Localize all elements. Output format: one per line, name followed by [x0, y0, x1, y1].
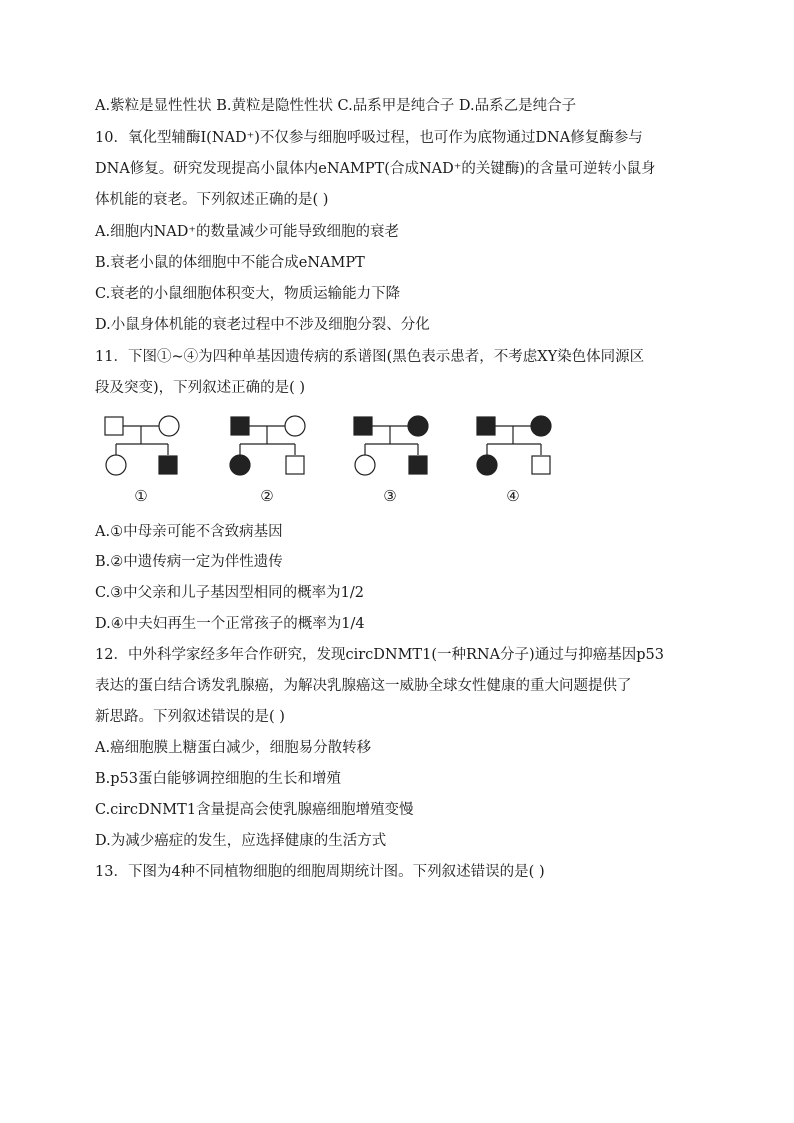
pedigree-1 — [105, 416, 179, 475]
pedigree-1-mother — [159, 416, 179, 436]
q10-stem-line1: 10．氧化型辅酶Ⅰ(NAD⁺)不仅参与细胞呼吸过程，也可作为底物通过DNA修复酶参与 — [95, 130, 643, 146]
q12-option-d: D.为减少癌症的发生，应选择健康的生活方式 — [95, 833, 387, 849]
pedigree-2-label: ② — [260, 487, 274, 505]
pedigree-2-father — [231, 417, 249, 435]
pedigree-2-mother — [285, 416, 305, 436]
q10-stem-line2: DNA修复。研究发现提高小鼠体内eNAMPT(合成NAD⁺的关键酶)的含量可逆转小鼠身 — [95, 161, 656, 177]
q12-stem-line1: 12．中外科学家经多年合作研究，发现circDNMT1(一种RNA分子)通过与抑癌基因p53 — [95, 647, 664, 663]
q12-stem-line2: 表达的蛋白结合诱发乳腺癌，为解决乳腺癌这一威胁全球女性健康的重大问题提供了 — [95, 678, 632, 694]
pedigree-4-father — [477, 417, 495, 435]
q11-option-c: C.③中父亲和儿子基因型相同的概率为1/2 — [95, 585, 365, 601]
q12-option-b: B.p53蛋白能够调控细胞的生长和增殖 — [95, 771, 341, 787]
pedigree-4-label: ④ — [506, 487, 520, 505]
pedigree-4 — [477, 416, 551, 475]
q10-option-b: B.衰老小鼠的体细胞中不能合成eNAMPT — [95, 255, 365, 271]
pedigree-2 — [230, 416, 305, 475]
q13-stem: 13．下图为4种不同植物细胞的细胞周期统计图。下列叙述错误的是( ) — [95, 864, 545, 880]
pedigree-3-son — [409, 456, 427, 474]
pedigree-4-mother — [531, 416, 551, 436]
pedigree-figure — [95, 408, 565, 508]
q10-stem-line3: 体机能的衰老。下列叙述正确的是( ) — [95, 192, 329, 208]
pedigree-3-daughter — [355, 455, 375, 475]
pedigree-2-son — [286, 456, 304, 474]
pedigree-1-daughter — [106, 455, 126, 475]
q12-stem-line3: 新思路。下列叙述错误的是( ) — [95, 709, 285, 725]
pedigree-3-mother — [408, 416, 428, 436]
pedigree-1-label: ① — [134, 487, 148, 505]
pedigree-4-daughter — [477, 455, 497, 475]
q11-stem-line1: 11．下图①~④为四种单基因遗传病的系谱图(黑色表示患者，不考虑XY染色体同源区 — [95, 349, 645, 365]
q10-option-a: A.细胞内NAD⁺的数量减少可能导致细胞的衰老 — [95, 224, 400, 240]
pedigree-3-father — [354, 417, 372, 435]
pedigree-2-daughter — [230, 455, 250, 475]
q12-option-a: A.癌细胞膜上糖蛋白减少，细胞易分散转移 — [95, 740, 372, 756]
pedigree-4-son — [532, 456, 550, 474]
q10-option-c: C.衰老的小鼠细胞体积变大，物质运输能力下降 — [95, 286, 401, 302]
q10-option-d: D.小鼠身体机能的衰老过程中不涉及细胞分裂、分化 — [95, 317, 430, 333]
pedigree-3 — [354, 416, 428, 475]
q12-option-c: C.circDNMT1含量提高会使乳腺癌细胞增殖变慢 — [95, 802, 414, 818]
pedigree-1-father — [105, 417, 123, 435]
q11-stem-line2: 段及突变)，下列叙述正确的是( ) — [95, 380, 306, 396]
pedigree-1-son — [159, 456, 177, 474]
q9-options: A.紫粒是显性性状 B.黄粒是隐性性状 C.品系甲是纯合子 D.品系乙是纯合子 — [95, 98, 577, 114]
pedigree-3-label: ③ — [383, 487, 397, 505]
q11-option-d: D.④中夫妇再生一个正常孩子的概率为1/4 — [95, 616, 365, 632]
q11-option-b: B.②中遗传病一定为伴性遗传 — [95, 554, 283, 570]
q11-option-a: A.①中母亲可能不含致病基因 — [95, 524, 283, 540]
